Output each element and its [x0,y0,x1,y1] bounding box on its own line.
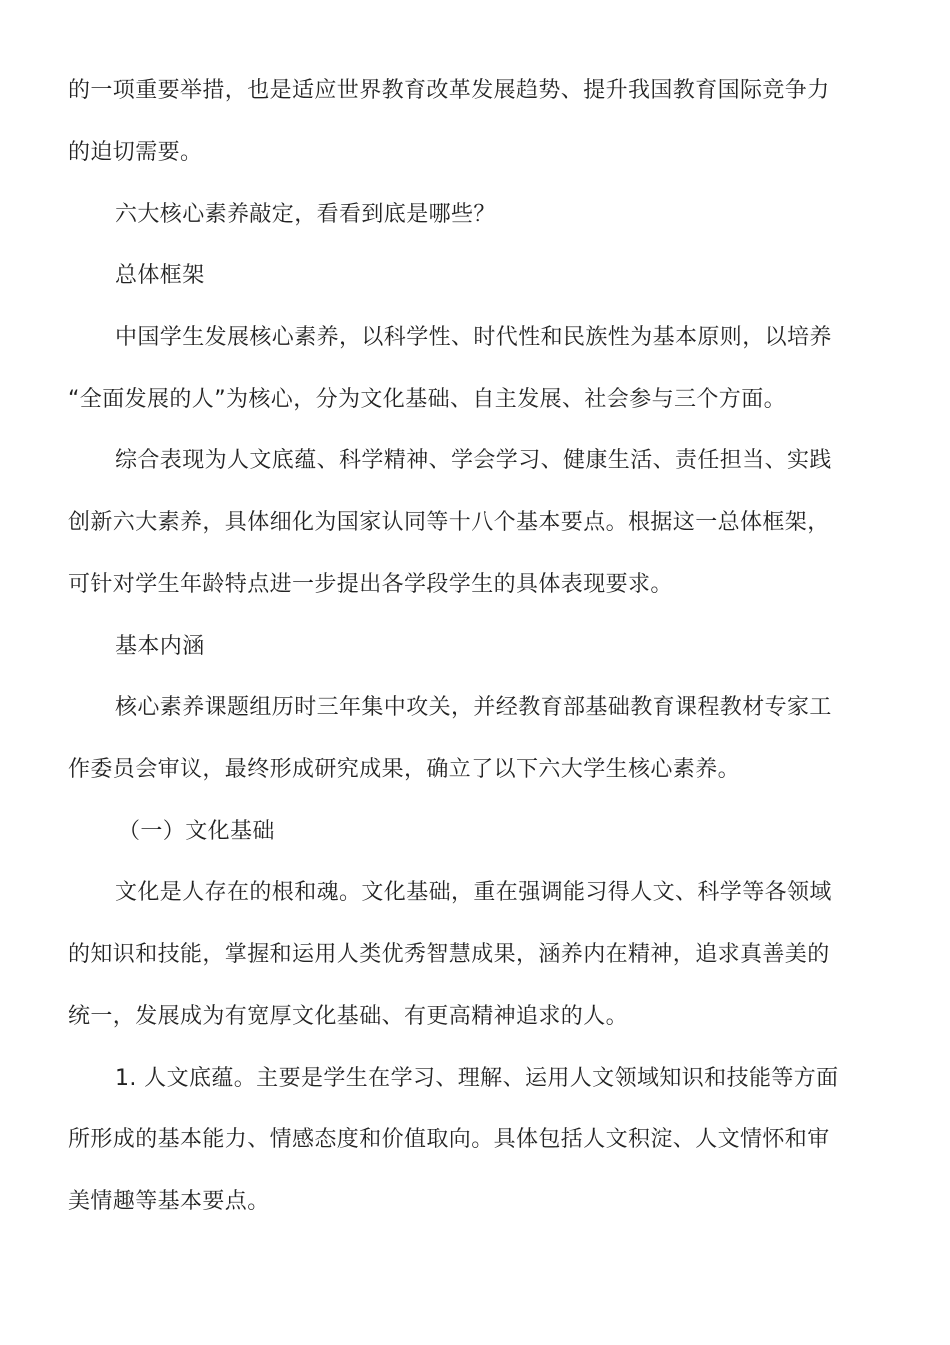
paragraph-line: “全面发展的人”为核心，分为文化基础、自主发展、社会参与三个方面。 [68,387,786,412]
paragraph-line: 的一项重要举措，也是适应世界教育改革发展趋势、提升我国教育国际竞争力 [68,78,830,103]
paragraph-line: 美情趣等基本要点。 [68,1189,270,1214]
paragraph-line: 创新六大素养，具体细化为国家认同等十八个基本要点。根据这一总体框架， [68,510,830,535]
heading-basic-connotation: 基本内涵 [115,634,205,659]
heading-overall-framework: 总体框架 [115,263,205,288]
paragraph-line: 综合表现为人文底蕴、科学精神、学会学习、健康生活、责任担当、实践 [115,448,832,473]
subheading-cultural-foundation: （一）文化基础 [118,819,275,844]
paragraph-line: 所形成的基本能力、情感态度和价值取向。具体包括人文积淀、人文情怀和审 [68,1127,830,1152]
paragraph-line: 统一，发展成为有宽厚文化基础、有更高精神追求的人。 [68,1004,629,1029]
paragraph-line: 可针对学生年龄特点进一步提出各学段学生的具体表现要求。 [68,572,673,597]
paragraph-line: 作委员会审议，最终形成研究成果，确立了以下六大学生核心素养。 [68,757,741,782]
paragraph-line: 的迫切需要。 [68,140,203,165]
paragraph-line: 的知识和技能，掌握和运用人类优秀智慧成果，涵养内在精神，追求真善美的 [68,942,830,967]
paragraph-line: 文化是人存在的根和魂。文化基础，重在强调能习得人文、科学等各领域 [115,880,832,905]
paragraph-line: 1. 人文底蕴。主要是学生在学习、理解、运用人文领域知识和技能等方面 [115,1066,839,1091]
paragraph-line: 中国学生发展核心素养，以科学性、时代性和民族性为基本原则，以培养 [115,325,832,350]
section-question: 六大核心素养敲定，看看到底是哪些？ [115,202,496,227]
paragraph-line: 核心素养课题组历时三年集中攻关，并经教育部基础教育课程教材专家工 [115,695,832,720]
